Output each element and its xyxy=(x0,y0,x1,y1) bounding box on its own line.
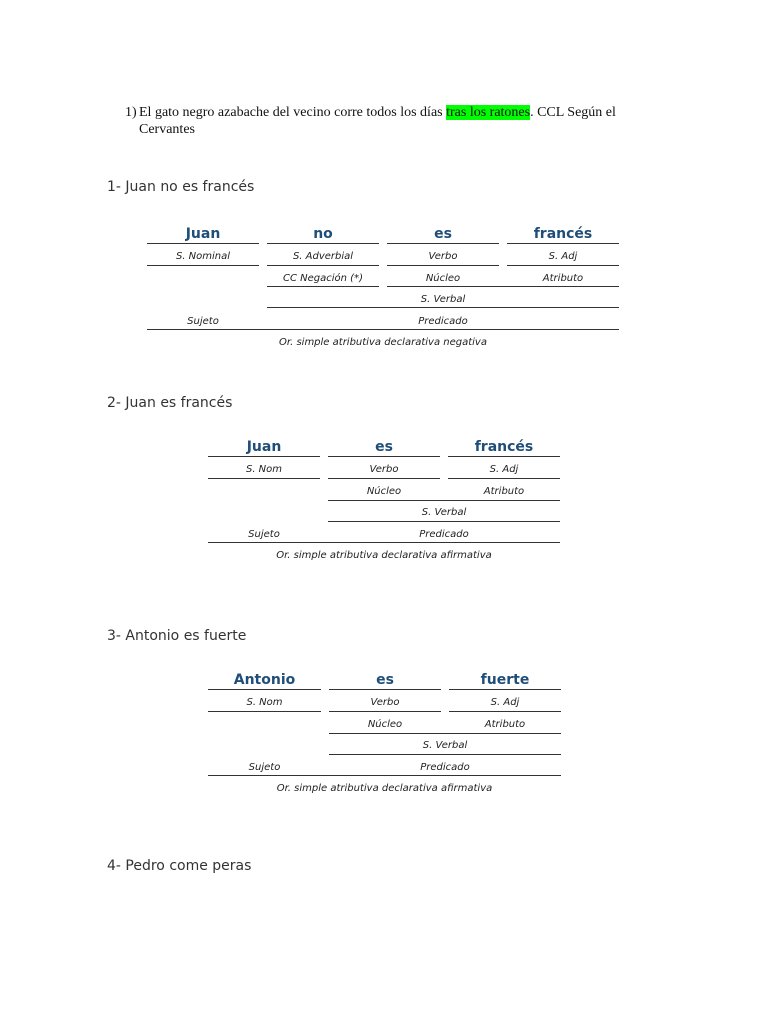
label-s-adj: S. Adj xyxy=(490,697,520,708)
divider xyxy=(449,711,561,712)
intro-line-1 xyxy=(125,104,645,121)
label-atributo: Atributo xyxy=(542,273,584,284)
divider xyxy=(208,456,320,457)
word-antonio: Antonio xyxy=(233,672,296,688)
section-1-heading: 1- Juan no es francés xyxy=(107,179,255,195)
word-fuerte: fuerte xyxy=(480,672,530,688)
label-s-adverbial: S. Adverbial xyxy=(292,251,354,262)
divider xyxy=(267,243,379,244)
section-4-heading: 4- Pedro come peras xyxy=(107,858,252,874)
word-es: es xyxy=(376,672,394,688)
label-predicado: Predicado xyxy=(418,316,468,327)
divider xyxy=(448,478,560,479)
word-juan: Juan xyxy=(246,439,282,455)
intro-paragraph xyxy=(125,104,645,138)
word-juan: Juan xyxy=(185,226,221,242)
diagram-caption: Or. simple atributiva declarativa negativa xyxy=(279,337,487,348)
divider xyxy=(147,265,259,266)
label-verbo: Verbo xyxy=(369,464,399,475)
divider xyxy=(329,689,441,690)
divider xyxy=(267,265,379,266)
divider xyxy=(328,500,560,501)
label-nucleo: Núcleo xyxy=(425,273,461,284)
word-frances: francés xyxy=(474,439,534,455)
label-s-adj: S. Adj xyxy=(489,464,519,475)
divider xyxy=(329,754,561,755)
intro-highlight: tras los ratones xyxy=(446,105,531,120)
divider xyxy=(448,456,560,457)
divider xyxy=(267,286,379,287)
label-sujeto: Sujeto xyxy=(248,529,280,540)
word-no: no xyxy=(313,226,333,242)
divider xyxy=(329,711,441,712)
intro-text-after: . CCL Según el xyxy=(530,105,616,120)
word-es: es xyxy=(375,439,393,455)
label-atributo: Atributo xyxy=(483,486,525,497)
intro-number: 1) xyxy=(125,105,137,120)
label-s-nominal: S. Nominal xyxy=(175,251,231,262)
divider xyxy=(208,689,321,690)
divider xyxy=(328,521,560,522)
divider xyxy=(387,243,499,244)
section-2-heading: 2- Juan es francés xyxy=(107,395,233,411)
label-predicado: Predicado xyxy=(420,762,470,773)
label-nucleo: Núcleo xyxy=(367,719,403,730)
divider xyxy=(208,711,321,712)
label-predicado: Predicado xyxy=(419,529,469,540)
label-cc-negacion: CC Negación (*) xyxy=(283,273,363,284)
word-es: es xyxy=(434,226,452,242)
divider xyxy=(147,243,259,244)
label-sujeto: Sujeto xyxy=(248,762,281,773)
label-s-nom: S. Nom xyxy=(246,697,283,708)
divider xyxy=(208,542,560,543)
label-s-nom: S. Nom xyxy=(245,464,283,475)
divider xyxy=(507,243,619,244)
label-s-verbal: S. Verbal xyxy=(422,740,468,751)
divider xyxy=(387,265,499,266)
label-verbo: Verbo xyxy=(428,251,458,262)
word-frances: francés xyxy=(533,226,593,242)
divider xyxy=(208,775,561,776)
intro-line-2: Cervantes xyxy=(139,122,195,137)
divider xyxy=(507,265,619,266)
divider xyxy=(329,733,561,734)
divider xyxy=(208,478,320,479)
divider xyxy=(328,478,440,479)
divider xyxy=(147,329,619,330)
label-s-adj: S. Adj xyxy=(548,251,578,262)
diagram-caption: Or. simple atributiva declarativa afirmativa xyxy=(276,783,493,794)
label-sujeto: Sujeto xyxy=(187,316,219,327)
divider xyxy=(449,689,561,690)
section-3-heading: 3- Antonio es fuerte xyxy=(107,628,247,644)
diagram-caption: Or. simple atributiva declarativa afirmativa xyxy=(276,550,492,561)
label-verbo: Verbo xyxy=(370,697,400,708)
label-s-verbal: S. Verbal xyxy=(420,294,466,305)
intro-text-before: El gato negro azabache del vecino corre todos los días xyxy=(139,105,447,120)
divider xyxy=(387,286,619,287)
label-s-verbal: S. Verbal xyxy=(421,507,467,518)
label-nucleo: Núcleo xyxy=(366,486,402,497)
label-atributo: Atributo xyxy=(484,719,526,730)
divider xyxy=(267,307,619,308)
divider xyxy=(328,456,440,457)
